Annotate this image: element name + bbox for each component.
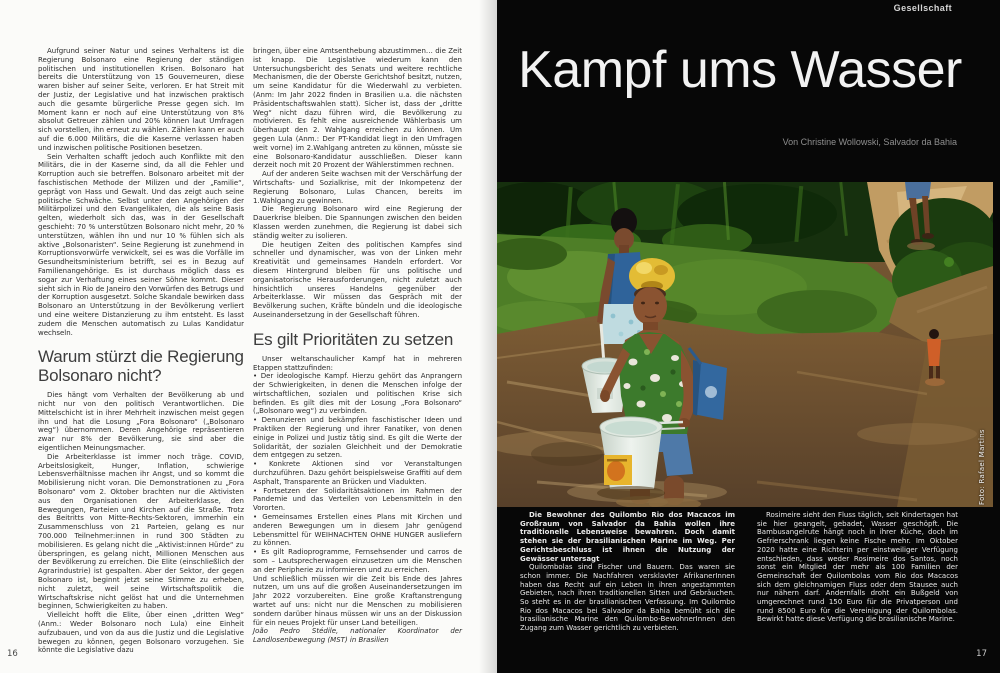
author-credit: João Pedro Stédile, nationaler Koordinator der Landlosenbewegung (MST) in Brasilien (253, 627, 462, 645)
body-paragraph: Die heutigen Zeiten des politischen Kampfes sind schneller und dynamischer, was von der Linken mehr Kreativität und gemeinsames Handeln erfordert. Vor diesem Hintergrund bleiben für uns politische und organisatorische Herausforderungen, nicht zuletzt auch hinsichtlich unseres Handelns gegenüber der Arbeiterklasse. Wir müssen das Gespräch mit der Bevölkerung suchen, Kräfte bündeln und die ideologische Auseinandersetzung in der Gesellschaft führen. (253, 240, 462, 319)
body-paragraph: Aufgrund seiner Natur und seines Verhaltens ist die Regierung Bolsonaro eine Regierung der ständigen politischen und institutionellen Krisen. Bolsonaro hat bereits die Unterstützung von 15 Gouverneuren, diese waren bisher auf seiner Seite, verloren. Er hat Streit mit der Justiz, der Legislative und hat inzwischen praktisch auch die gesamte bürgerliche Presse gegen sich. Im Moment kann er noch auf eine Unterstützung von 8% absolut Getreuer zählen und 20% können laut Umfragen sich vorstellen, ihn erneut zu wählen. Zählen kann er auch auf die 6.000 Militärs, die die Kaserne verlassen haben und inzwischen politische Positionen besetzen. (38, 47, 244, 152)
body-paragraph: Die Regierung Bolsonaro wird eine Regierung der Dauerkrise bleiben. Die Spannungen zwischen den beiden Klassen werden zunehmen, die Regierung ist dabei sich ständig weiter zu isolieren. (253, 205, 462, 240)
body-paragraph: Rosimeire sieht den Fluss täglich, seit Kindertagen hat sie hier geangelt, gebadet, Wasser geschöpft. Die Bambusangelrute hängt noch in ihrer Küche, doch im Gefrierschrank liegen keine Fische mehr. Im Oktober 2020 hatte eine Richterin per einstweiliger Verfügung entschieden, dass weder Rosimeire dos Santos, noch sonst ein Mitglied der mehr als 100 Familien der Gemeinschaft der Quilombolas vom Rio dos Macacos sich dem gleichnamigen Fluss oder dem Stausee auch nur nähern darf. Andernfalls droht ein Bußgeld von umgerechnet rund 150 Euro für die Privatperson und rund 8500 Euro für die Vereinigung der Quilombolas. Bewirkt hatte diese Verfügung die brasilianische Marine. (757, 511, 958, 624)
bullet-item: • Es gilt Radioprogramme, Fernsehsender und carros de som – Lautsprecherwagen einzusetzen um die Menschen an der Peripherie zu informieren und zu erreichen. (253, 548, 462, 574)
subheading-prioritaeten: Es gilt Prioritäten zu setzen (253, 329, 454, 349)
body-paragraph: Die Arbeiterklasse ist immer noch träge. COVID, Arbeitslosigkeit, Hunger, Inflation, schwierige Lebensverhältnisse machen ihr Angst, und so kommt die Mobilisierung nicht voran. Die Demonstrationen zu „Fora Bolsonaro“ vom 2. Oktober brachten nur die Aktivisten aus den Organisationen der Arbeiterklasse, den Bewegungen, Parteien und Kirchen auf die Straße. Trotz des Beitritts von Mitte-Rechts-Sektoren, immerhin ein Zusammenschluss von 21 Parteien, gelang es nur 700.000 Teilnehmer:innen in rund 300 Städten zu mobilisieren. Es gelang nicht die „Aktivist:innen Hürde“ zu überspringen, es gelang nicht, Millionen Menschen aus der Bevölkerung zu erreichen. Die Elite (einschließlich der Agrarindustrie) ist gespalten. Aber der Sektor, der gegen Bolsonaro ist, beginnt jetzt seine Stimme zu erheben, nicht zuletzt, weil seine Wirtschaftspolitik die Wirtschaftskrise nicht gelöst hat und die Unternehmen beginnen, Schwierigkeiten zu haben. (38, 452, 244, 611)
bullet-item: • Konkrete Aktionen sind vor Veranstaltungen durchzuführen. Dazu gehört beispielsweise Graffiti auf dem Asphalt, Transparente an Brücken und Viadukten. (253, 460, 462, 486)
gutter-shadow (479, 0, 497, 673)
article-headline: Kampf ums Wasser (518, 41, 962, 99)
left-column-1 (38, 47, 244, 655)
body-paragraph: Und schließlich müssen wir die Zeit bis Ende des Jahres nutzen, um uns auf die großen Auseinandersetzungen im Jahr 2022 vorzubereiten. Eine große Kraftanstrengung wartet auf uns: nicht nur die Menschen zu mobilisieren sondern darüber hinaus müssen wir uns an der Diskussion für ein neues Projekt für unser Land beteiligen. (253, 574, 462, 627)
page-number-17: 17 (976, 649, 987, 659)
body-paragraph: Dies hängt vom Verhalten der Bevölkerung ab und nicht nur von den politisch Verantwortlichen. Die Mittelschicht ist in ihrer Mehrheit inzwischen meist gegen ihn und hat die Losung „Fora Bolsonaro“ („Bolsonaro weg“) übernommen. Deren Angehörige repräsentieren zwar nur 8% der Bevölkerung, sie sind aber die eigentlichen Meinungsmacher. (38, 391, 244, 453)
subheading-warum-stuerzt: Warum stürzt die Regierung Bolsonaro nicht? (38, 347, 244, 386)
river-photo (497, 182, 993, 507)
photo-credit: Foto: Rafael Martins (978, 429, 986, 505)
body-paragraph: bringen, über eine Amtsenthebung abzustimmen… die Zeit ist knapp. Die Legislative wiederum kann den Untersuchungsbericht des Senats und weitere rechtliche Mechanismen, die der Oberste Gerichtshof besitzt, nutzen, um seine Kandidatur für die Wiederwahl zu verbieten. (Anm: Im Jahr 2022 finden in Brasilien u.a. die nächsten Präsidentschaftswahlen statt). Sicher ist, dass der „dritte Weg“ nicht dazu führen wird, die Bevölkerung zu motivieren. Es fehlt eine ausreichende Wählerbasis um überhaupt den 2. Wahlgang erreichen zu können. Um gegen Lula (Anm.: Der PT-Kandidat liegt in den Umfragen weit vorne) im 2.Wahlgang antreten zu können, müsste sie eine Bolsonaro-Kandidatur ausschließen. Dieser kann derzeit noch mit 20 Prozent der Wählerstimmen rechnen. (253, 47, 462, 170)
left-column-2 (253, 47, 462, 645)
body-paragraph: Quilombolas sind Fischer und Bauern. Das waren sie schon immer. Die Nachfahren versklavter AfrikanerInnen haben das Recht auf ein Leben in ihren angestammten Gebieten, nach ihren traditionellen Sitten und Gebräuchen. So steht es in der brasilianischen Verfassung. Im Quilombo Rio dos Macacos bei Salvador da Bahia bemüht sich die brasilianische Marine den Quilombo-BewohnerInnen den Zugang zum Wasser gerichtlich zu verbieten. (520, 563, 735, 633)
body-paragraph: Sein Verhalten schafft jedoch auch Konflikte mit den Militärs, die in der Kaserne sind, da all die Fehler und Korruption auch sie betreffen. Bolsonaro arbeitet mit der faschistischen Methode der Milizen und der „Familie“, geprägt von Hass und Gewalt. Und das zeigt auch seine politische Schwäche. Selbst unter den Angehörigen der Militärpolizei und den Evangelikalen, die als seine Basis gelten, wiederholt sich das, was in der Gesellschaft geschieht: 70 % unterstützen Bolsonaro nicht mehr, 20 % unterstützen, wählen ihn und nur 10 % fühlen sich als aktive „Bolsonaristen“. Seine Regierung ist zunehmend in Korruptionsvorwürfe verwickelt, sei es was die Vorfälle im Gesundheitsministerium betrifft, sei es in Bezug auf Familienangehörige. Es ist durchaus möglich dass es sogar zur Verhaftung eines seiner Söhne kommt. Dieser sieht sich in Rio de Janeiro den Vorwürfen des Betrugs und der Korruption ausgesetzt. Solche Skandale bewirken dass Bolsonaro an Unterstützung in der Bevölkerung verliert und eine weitere Distanzierung zu ihm entsteht. Es lasst zudem die Menschen automatisch zu Lulas Kandidatur wechseln. (38, 152, 244, 337)
bullet-item: • Denunzieren und bekämpfen faschistischer Ideen und Praktiken der Regierung und ihrer Fanatiker, von denen einige in Polizei und Justiz tätig sind. Es gilt die Werte der Solidarität, der sozialen Gleichheit und der Demokratie dem entgegen zu setzen. (253, 416, 462, 460)
article-byline: Von Christine Wollowski, Salvador da Bahia (782, 137, 957, 147)
bullet-item: • Fortsetzen der Solidaritätsaktionen im Rahmen der Pandemie und das Verteilen von Lebensmitteln in den Vororten. (253, 486, 462, 513)
body-paragraph: Vielleicht hofft die Elite, über einen „dritten Weg“ (Anm.: Weder Bolsonaro noch Lula) eine Einheit aufzubauen, und von da aus die Justiz und die Legislative bewegen zu können, gegen Bolsonaro vorzugehen. Sie könnte die Legislative dazu (38, 611, 244, 655)
page-number-16: 16 (7, 649, 18, 659)
section-label: Gesellschaft (893, 3, 952, 13)
body-paragraph: Auf der anderen Seite wachsen mit der Verschärfung der Wirtschafts- und Sozialkrise, mit der Inkompetenz der Regierung Bolsonaro, Lulas Chancen, bereits im 1.Wahlgang zu gewinnen. (253, 170, 462, 205)
right-column-1 (520, 511, 735, 633)
river-photo-illustration (497, 182, 993, 507)
bullet-item: • Der ideologische Kampf. Hierzu gehört das Anprangern der Schwierigkeiten, in denen die Menschen infolge der wirtschaftlichen, sozialen und politischen Krise sich befinden. Es gilt dies mit der Losung „Fora Bolsonaro“ („Bolsonaro weg“) zu verbinden. (253, 372, 462, 416)
right-page (497, 0, 1000, 673)
bullet-item: • Gemeinsames Erstellen eines Plans mit Kirchen und anderen Bewegungen um in diesem Jahr genügend Lebensmittel für WEIHNACHTEN OHNE HUNGER ausliefern zu können. (253, 513, 462, 548)
right-column-2 (757, 511, 958, 624)
article-lead: Die Bewohner des Quilombo Rio dos Macacos im Großraum von Salvador da Bahia wollen ihre traditionelle Lebensweise bewahren. Doch damit stehen sie der brasilianischen Marine im Weg. Per Gerichtsbeschluss ist ihnen die Nutzung der Gewässer untersagt (520, 511, 735, 563)
body-paragraph: Unser weltanschaulicher Kampf hat in mehreren Etappen stattzufinden: (253, 354, 462, 372)
left-page (0, 0, 497, 673)
